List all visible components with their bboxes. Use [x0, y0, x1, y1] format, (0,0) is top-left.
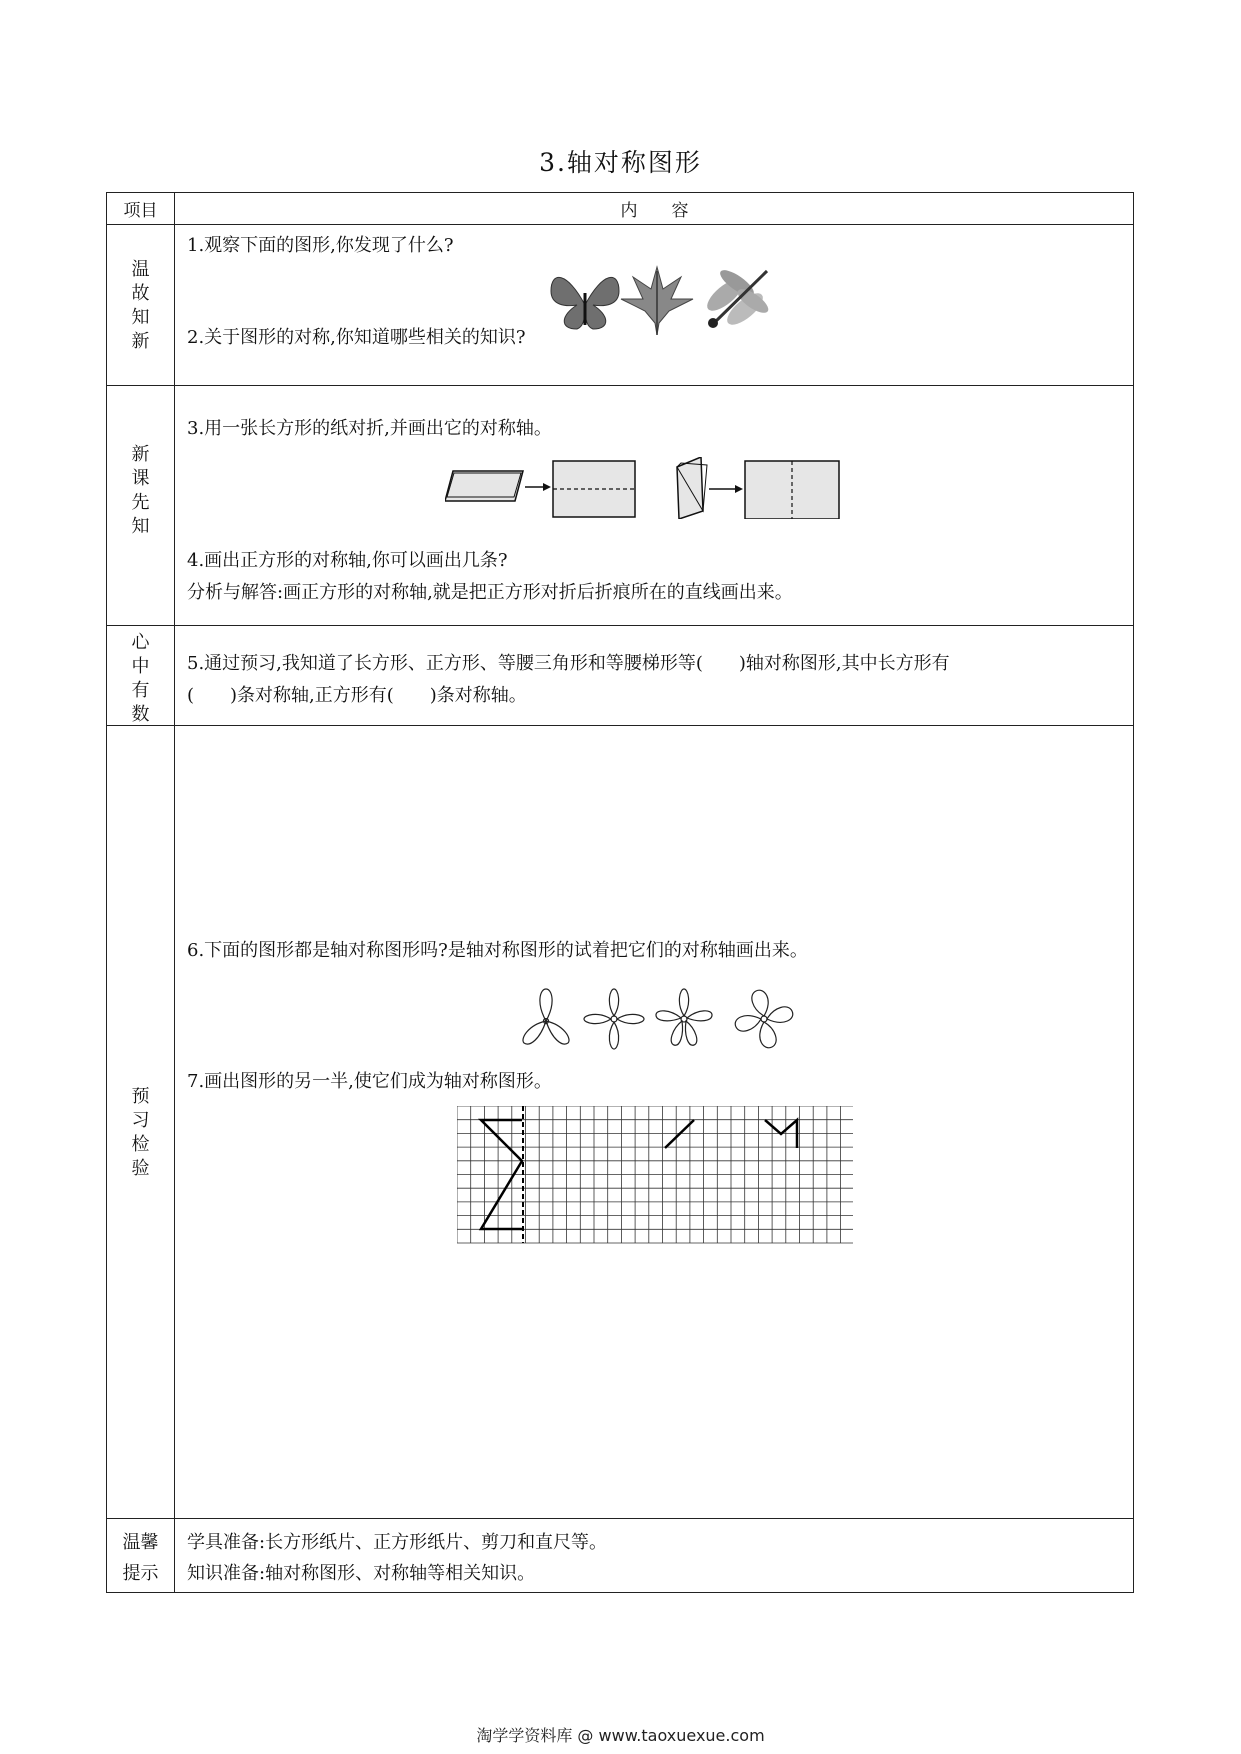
analysis-answer: 分析与解答:画正方形的对称轴,就是把正方形对折后折痕所在的直线画出来。 [187, 582, 793, 603]
four-petal-flower-icon [584, 989, 644, 1049]
footer-watermark: 淘学学资料库 @ www.taoxuexue.com [476, 1726, 765, 1745]
page-title: 3.轴对称图形 [539, 148, 702, 177]
header-content: 内 容 [620, 201, 689, 221]
row-divider [107, 224, 1133, 225]
question-4: 4.画出正方形的对称轴,你可以画出几条? [187, 550, 508, 571]
dragonfly-icon [702, 266, 771, 330]
three-petal-flower-icon [523, 989, 569, 1044]
symmetric-pictures [547, 263, 777, 335]
column-divider [174, 193, 175, 1592]
section-label-tips: 温馨提示 [122, 1532, 159, 1584]
leaf-icon [621, 267, 693, 335]
worksheet-table [106, 192, 1134, 1593]
tip-tools: 学具准备:长方形纸片、正方形纸片、剪刀和直尺等。 [187, 1532, 608, 1553]
header-project: 项目 [123, 201, 158, 221]
pinwheel-icon [735, 990, 793, 1048]
question-7: 7.画出图形的另一半,使它们成为轴对称图形。 [187, 1071, 552, 1092]
section-label-practice: 预习检验 [131, 1086, 150, 1179]
symmetry-grid [457, 1106, 853, 1244]
folding-diagram [445, 457, 865, 519]
arrow-icon [525, 483, 551, 491]
row-divider [107, 1518, 1133, 1519]
section-label-summary: 心中有数 [131, 632, 150, 725]
section-label-review: 温故知新 [131, 259, 150, 352]
grid-lines [457, 1106, 853, 1243]
question-5-line-2: ( )条对称轴,正方形有( )条对称轴。 [187, 685, 527, 706]
row-divider [107, 385, 1133, 386]
folded-book-icon [677, 457, 707, 519]
tip-knowledge: 知识准备:轴对称图形、对称轴等相关知识。 [187, 1563, 536, 1584]
butterfly-icon [551, 277, 619, 329]
question-5-line-1: 5.通过预习,我知道了长方形、正方形、等腰三角形和等腰梯形等( )轴对称图形,其中长方形有 [187, 653, 950, 674]
question-1: 1.观察下面的图形,你发现了什么? [187, 235, 454, 256]
question-3: 3.用一张长方形的纸对折,并画出它的对称轴。 [187, 418, 552, 439]
flower-shapes [512, 985, 802, 1051]
arrow-icon [709, 485, 743, 493]
section-label-new-lesson: 新课先知 [131, 444, 150, 537]
rectangle-vertical-axis [745, 461, 839, 519]
row-divider [107, 625, 1133, 626]
five-petal-flower-icon [656, 989, 712, 1045]
question-2: 2.关于图形的对称,你知道哪些相关的知识? [187, 327, 526, 348]
folded-paper-icon [445, 471, 523, 501]
rectangle-horizontal-axis [553, 461, 635, 517]
row-divider [107, 725, 1133, 726]
question-6: 6.下面的图形都是轴对称图形吗?是轴对称图形的试着把它们的对称轴画出来。 [187, 940, 808, 961]
